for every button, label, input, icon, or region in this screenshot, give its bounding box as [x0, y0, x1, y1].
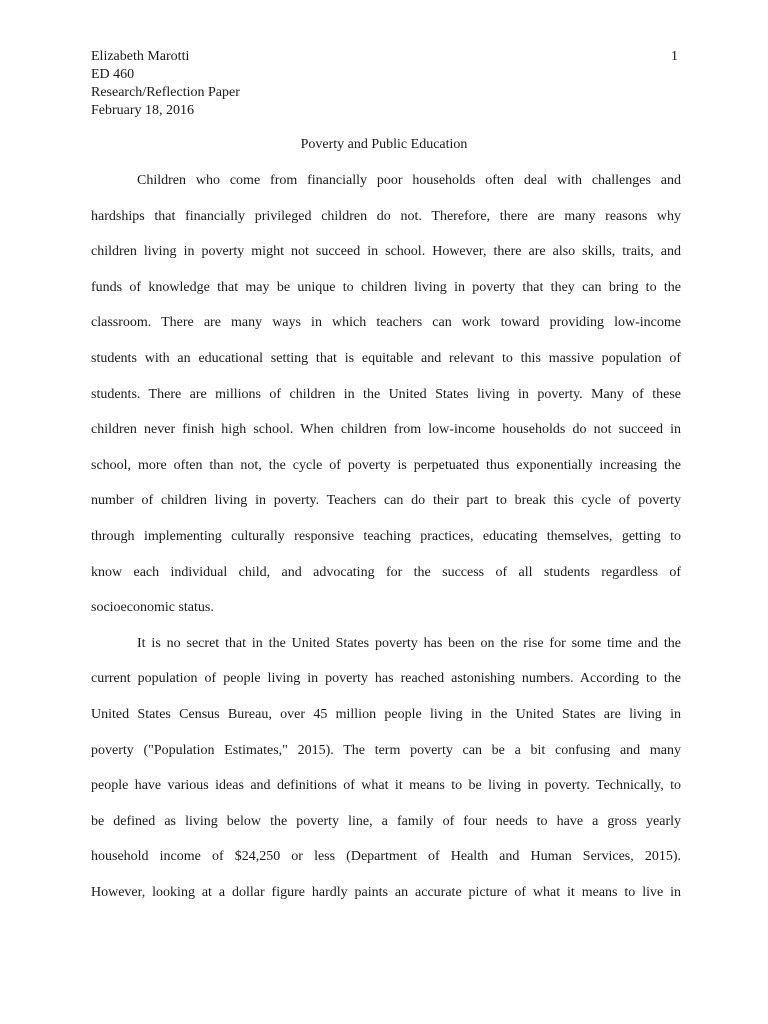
- assignment-type: Research/Reflection Paper: [91, 85, 240, 100]
- paper-title: Poverty and Public Education: [300, 137, 468, 152]
- text-line: household income of $24,250 or less (Department of Health and Human Services, 2015).: [91, 849, 681, 865]
- text-line: be defined as living below the poverty line, a family of four needs to have a gross yearly: [91, 813, 681, 829]
- text-line: classroom. There are many ways in which teachers can work toward providing low-income: [91, 315, 681, 331]
- text-line: current population of people living in poverty has reached astonishing numbers. According to the: [91, 671, 681, 687]
- text-line: students with an educational setting that is equitable and relevant to this massive population of: [91, 350, 681, 366]
- text-line: through implementing culturally responsive teaching practices, educating themselves, getting to: [91, 528, 681, 544]
- text-line: poverty ("Population Estimates," 2015). The term poverty can be a bit confusing and many: [91, 742, 681, 758]
- text-line: children living in poverty might not succeed in school. However, there are also skills, traits, and: [91, 244, 681, 260]
- paper-header: [91, 48, 240, 120]
- text-line: funds of knowledge that may be unique to children living in poverty that they can bring to the: [91, 279, 681, 295]
- text-line: However, looking at a dollar figure hardly paints an accurate picture of what it means to live in: [91, 884, 681, 900]
- text-line: hardships that financially privileged children do not. Therefore, there are many reasons why: [91, 208, 681, 224]
- text-line: number of children living in poverty. Teachers can do their part to break this cycle of poverty: [91, 493, 681, 509]
- text-line: Children who come from financially poor households often deal with challenges and: [137, 173, 681, 188]
- paper-date: February 18, 2016: [91, 103, 195, 118]
- text-line: children never finish high school. When children from low-income households do not succeed in: [91, 422, 681, 438]
- text-line: students. There are millions of children in the United States living in poverty. Many of these: [91, 386, 681, 402]
- author-name: Elizabeth Marotti: [91, 49, 190, 64]
- page-number: 1: [671, 49, 678, 64]
- text-line: It is no secret that in the United States poverty has been on the rise for some time and the: [137, 635, 681, 651]
- text-line: know each individual child, and advocating for the success of all students regardless of: [91, 564, 681, 580]
- text-line: United States Census Bureau, over 45 million people living in the United States are living in: [91, 706, 681, 722]
- course-code: ED 460: [91, 67, 135, 82]
- text-line: school, more often than not, the cycle of poverty is perpetuated thus exponentially increasing the: [91, 457, 681, 473]
- text-line: socioeconomic status.: [91, 600, 214, 616]
- paper-body: [91, 172, 681, 919]
- text-line: people have various ideas and definitions of what it means to be living in poverty. Technically, to: [91, 778, 681, 794]
